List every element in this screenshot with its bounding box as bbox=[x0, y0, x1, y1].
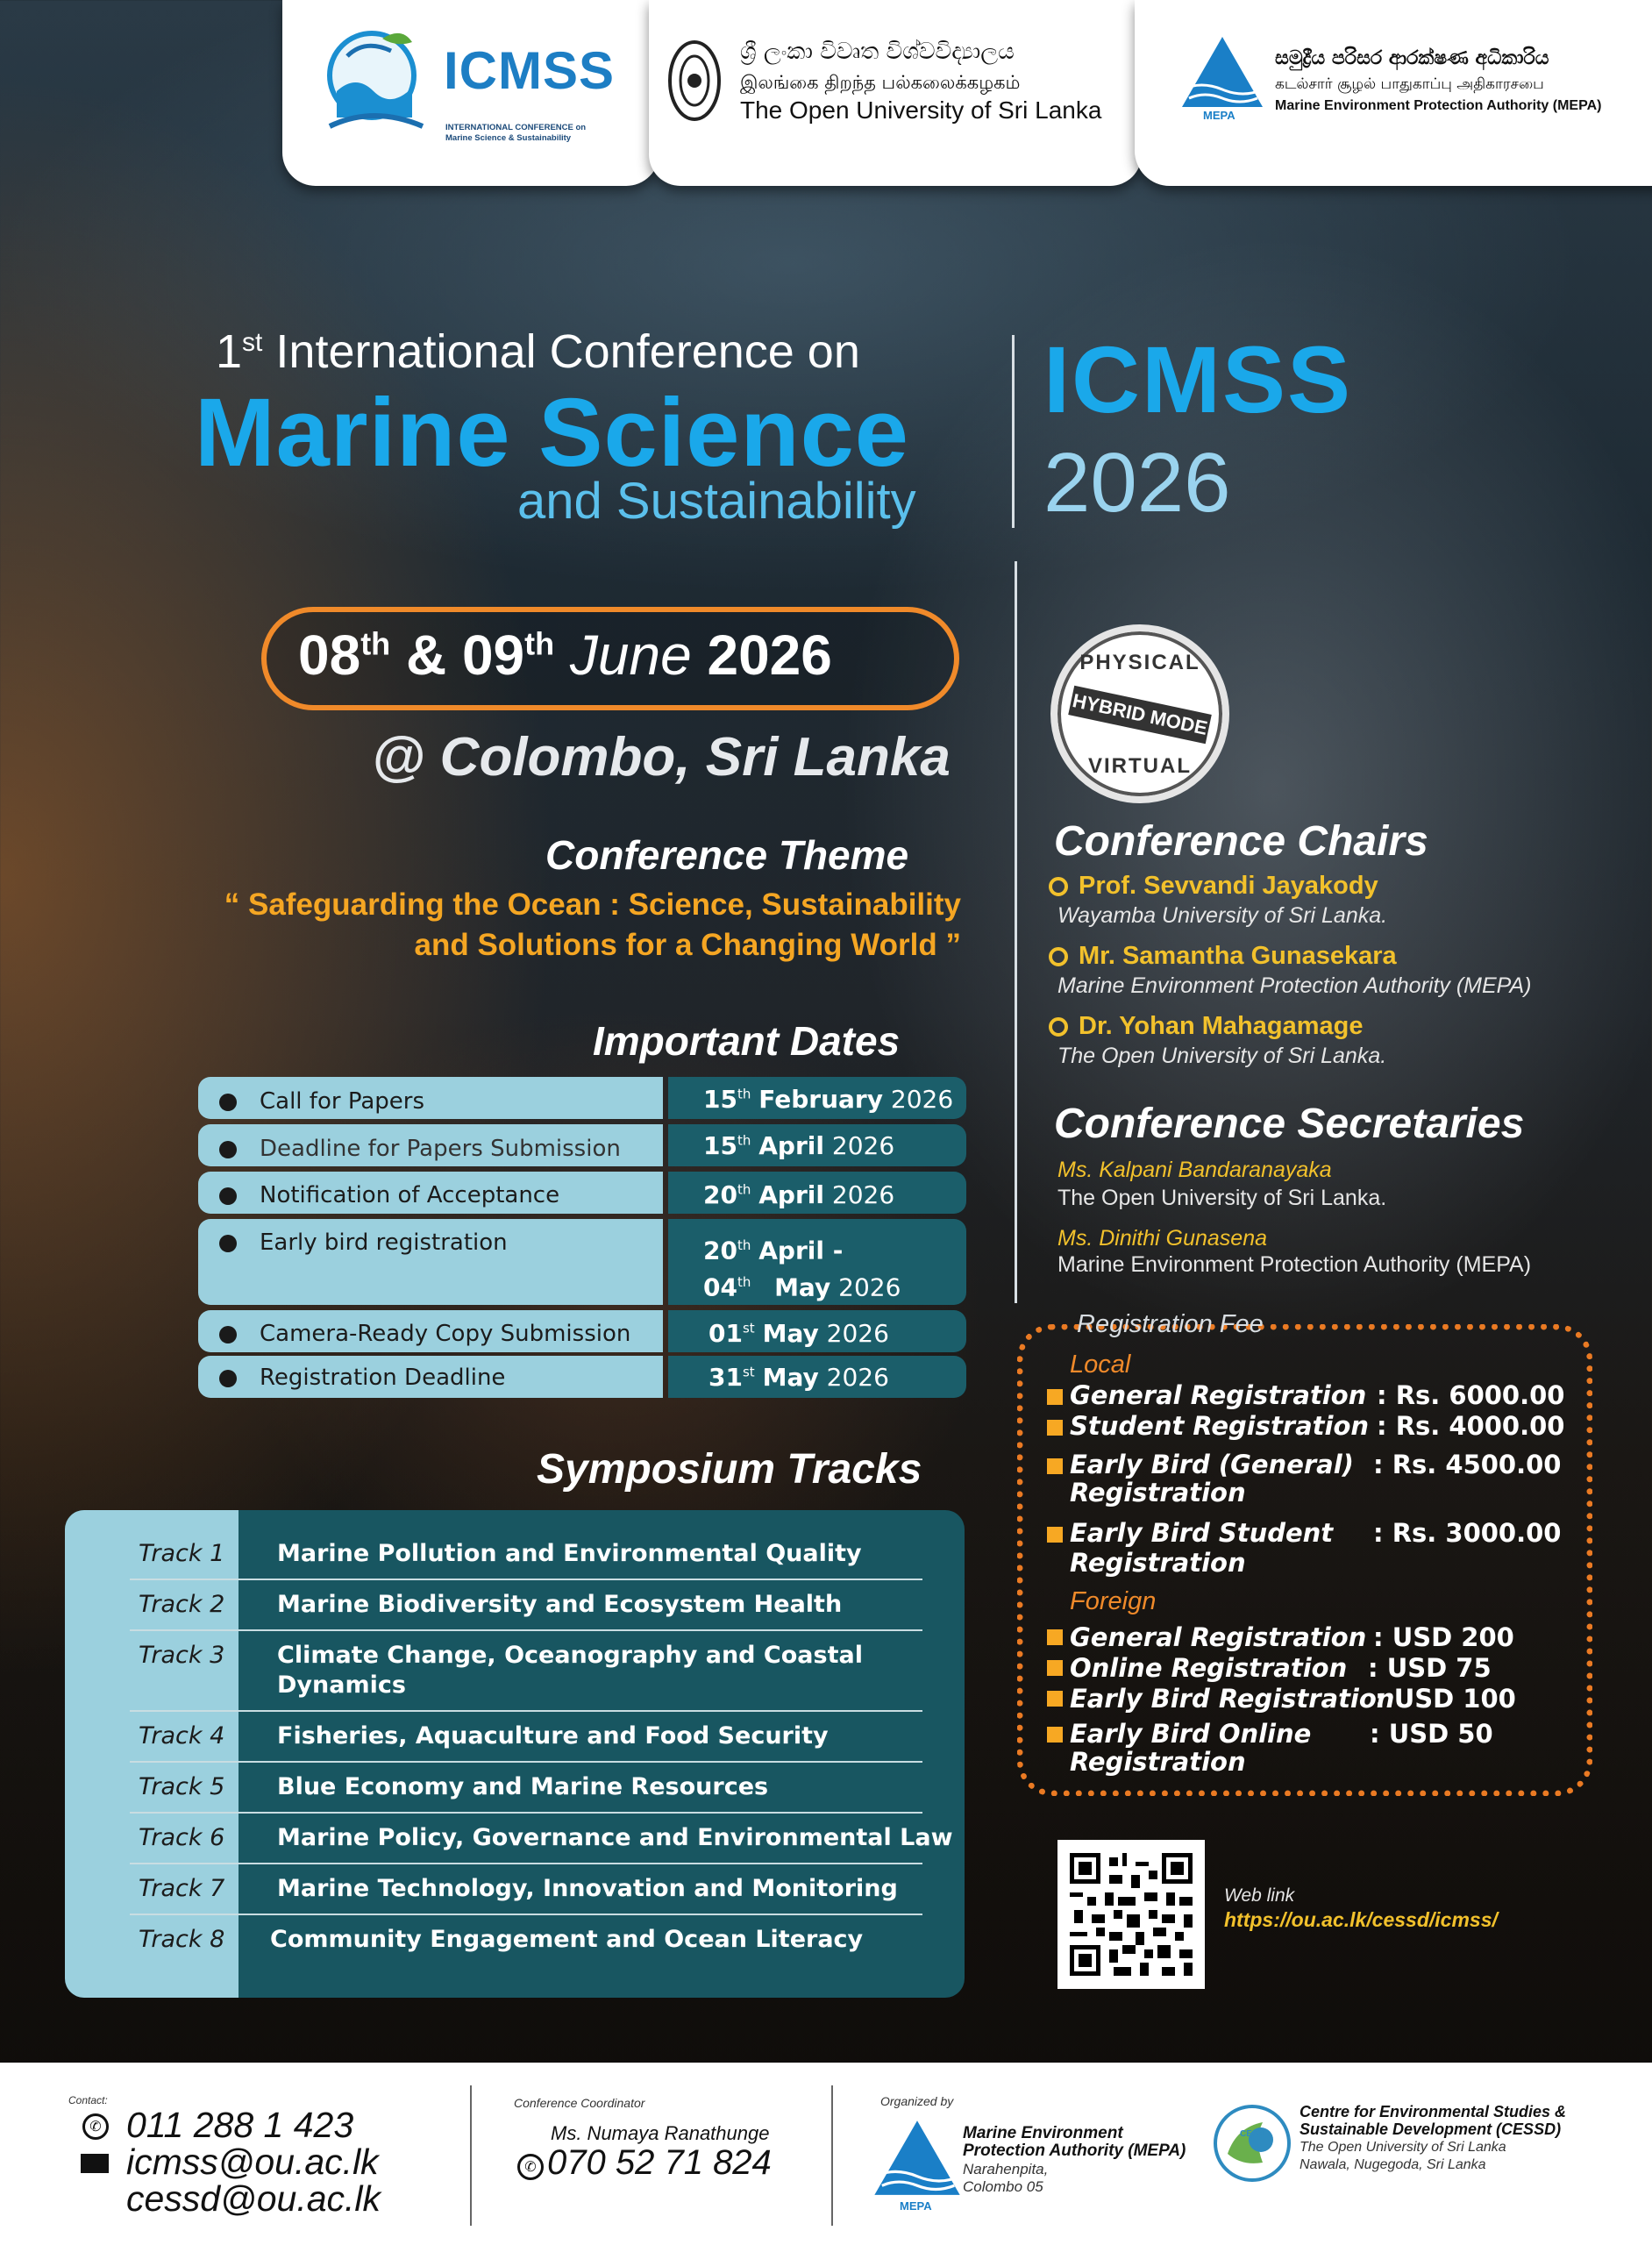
date-month-end: May bbox=[774, 1272, 831, 1302]
org1-line3: Narahenpita, bbox=[963, 2161, 1049, 2177]
track-number: Track 1 bbox=[139, 1540, 225, 1567]
mepa-badge-label: MEPA bbox=[1203, 109, 1235, 122]
date-month: May bbox=[762, 1319, 819, 1348]
date-year: 2026 bbox=[890, 1085, 954, 1114]
date-label: Deadline for Papers Submission bbox=[260, 1136, 621, 1162]
icmss-logo-name: ICMSS bbox=[444, 41, 616, 100]
track-number: Track 4 bbox=[139, 1722, 225, 1750]
date-day-suffix: th bbox=[737, 1086, 751, 1102]
date-day-end: 04 bbox=[703, 1272, 737, 1302]
icmss-logo-subtitle: INTERNATIONAL CONFERENCE on Marine Science & Sustainability bbox=[445, 123, 587, 143]
date-label: Early bird registration bbox=[260, 1229, 508, 1256]
event-day2-suffix: th bbox=[524, 625, 555, 662]
event-date-text bbox=[298, 623, 832, 688]
track-divider bbox=[130, 1761, 922, 1763]
org2-line1: Centre for Environmental Studies & bbox=[1300, 2103, 1567, 2120]
footer-divider bbox=[470, 2085, 472, 2226]
chair-name: Dr. Yohan Mahagamage bbox=[1079, 1012, 1364, 1040]
column-divider bbox=[1015, 561, 1017, 1303]
contact-email-2[interactable]: cessd@ou.ac.lk bbox=[126, 2178, 381, 2219]
weblink-label: Web link bbox=[1224, 1885, 1295, 1906]
date-day: 15 bbox=[703, 1085, 737, 1114]
date-year: 2026 bbox=[831, 1131, 895, 1160]
title-line1 bbox=[216, 324, 860, 379]
track-number: Track 7 bbox=[139, 1875, 225, 1902]
registration-fee-heading: Registration Fee bbox=[1077, 1310, 1264, 1338]
track-name: Blue Economy and Marine Resources bbox=[277, 1773, 769, 1800]
fee-name-continued: Registration bbox=[1070, 1548, 1246, 1578]
fee-bullet-icon bbox=[1047, 1527, 1063, 1543]
track-number: Track 5 bbox=[139, 1773, 225, 1800]
cessd-badge: CESSD bbox=[1240, 2129, 1271, 2139]
date-label: Notification of Acceptance bbox=[260, 1182, 560, 1208]
track-divider bbox=[130, 1710, 922, 1712]
contact-email-1[interactable]: icmss@ou.ac.lk bbox=[126, 2142, 379, 2182]
track-divider bbox=[130, 1863, 922, 1864]
coordinator-phone-icon: ✆ bbox=[517, 2154, 544, 2180]
fee-bullet-icon bbox=[1047, 1458, 1063, 1474]
icmss-logo-card bbox=[282, 0, 659, 186]
event-day2: 09 bbox=[461, 624, 525, 687]
university-name-tamil: இலங்கை திறந்த பல்கலைக்கழகம் bbox=[740, 72, 1021, 93]
date-month: May bbox=[762, 1363, 819, 1392]
date-day: 15 bbox=[703, 1131, 737, 1160]
stamp-physical: PHYSICAL bbox=[1079, 651, 1200, 674]
secretary-org: The Open University of Sri Lanka. bbox=[1057, 1186, 1387, 1210]
chair-name: Prof. Sevvandi Jayakody bbox=[1079, 872, 1378, 900]
fee-value: : Rs. 4000.00 bbox=[1377, 1411, 1565, 1441]
track-name-continued: Dynamics bbox=[277, 1671, 406, 1699]
theme-line1: “ Safeguarding the Ocean : Science, Sustainability bbox=[224, 887, 961, 922]
track-number: Track 2 bbox=[139, 1591, 225, 1618]
secretaries-heading: Conference Secretaries bbox=[1054, 1101, 1525, 1147]
fee-name: Student Registration bbox=[1070, 1411, 1370, 1441]
bullet-icon bbox=[219, 1326, 237, 1343]
fee-local-label: Local bbox=[1070, 1351, 1131, 1379]
fee-name: Early Bird Registration bbox=[1070, 1684, 1395, 1714]
phone-icon: ✆ bbox=[82, 2113, 109, 2140]
date-day-suffix: th bbox=[737, 1132, 751, 1149]
date-day-suffix: th bbox=[737, 1237, 751, 1253]
fee-name: Early Bird Online bbox=[1070, 1719, 1312, 1749]
qr-code[interactable] bbox=[1057, 1840, 1205, 1989]
org2-line4: Nawala, Nugegoda, Sri Lanka bbox=[1300, 2157, 1486, 2172]
organized-label: Organized by bbox=[880, 2094, 954, 2108]
date-day: 20 bbox=[703, 1236, 737, 1265]
date-month: April - bbox=[758, 1236, 844, 1265]
org1-line2: Protection Authority (MEPA) bbox=[963, 2142, 1186, 2160]
org1-line4: Colombo 05 bbox=[963, 2178, 1043, 2195]
tracks-heading: Symposium Tracks bbox=[537, 1446, 922, 1493]
track-name: Marine Pollution and Environmental Quality bbox=[277, 1540, 862, 1567]
open-university-crest-icon bbox=[666, 39, 723, 123]
track-name: Marine Technology, Innovation and Monitoring bbox=[277, 1875, 898, 1902]
hybrid-mode-stamp bbox=[1050, 624, 1229, 803]
fee-name: Early Bird (General) bbox=[1070, 1450, 1354, 1479]
fee-bullet-icon bbox=[1047, 1420, 1063, 1436]
tracks-panel bbox=[65, 1510, 965, 1998]
bullet-icon bbox=[219, 1141, 237, 1158]
org2-line2: Sustainable Development (CESSD) bbox=[1300, 2120, 1562, 2138]
chair-bullet-icon bbox=[1049, 877, 1068, 896]
fee-value: : Rs. 4500.00 bbox=[1373, 1450, 1562, 1479]
date-label: Call for Papers bbox=[260, 1088, 424, 1115]
track-divider bbox=[130, 1812, 922, 1814]
fee-bullet-icon bbox=[1047, 1691, 1063, 1707]
mepa-logo-card bbox=[1135, 0, 1652, 186]
mepa-name-sinhala: සමුද්‍රීය පරිසර ආරක්ෂණ අධිකාරිය bbox=[1275, 47, 1549, 69]
contact-phone[interactable]: 011 288 1 423 bbox=[126, 2105, 354, 2145]
bullet-icon bbox=[219, 1187, 237, 1205]
stamp-virtual: VIRTUAL bbox=[1088, 754, 1192, 778]
fee-value: : Rs. 3000.00 bbox=[1373, 1518, 1562, 1548]
fee-bullet-icon bbox=[1047, 1389, 1063, 1405]
title-ordinal-suffix: st bbox=[242, 328, 263, 357]
title-divider bbox=[1012, 335, 1015, 528]
university-name-english: The Open University of Sri Lanka bbox=[740, 96, 1102, 124]
title-line1-text: International Conference on bbox=[275, 325, 860, 378]
coordinator-phone[interactable]: 070 52 71 824 bbox=[547, 2143, 772, 2182]
date-day: 31 bbox=[709, 1363, 743, 1392]
chair-name: Mr. Samantha Gunasekara bbox=[1079, 942, 1397, 970]
org2-line3: The Open University of Sri Lanka bbox=[1300, 2140, 1506, 2155]
date-day-end-suffix: th bbox=[737, 1274, 751, 1291]
secretary-org: Marine Environment Protection Authority (MEPA) bbox=[1057, 1252, 1532, 1277]
fee-name-continued: Registration bbox=[1070, 1747, 1246, 1777]
bullet-icon bbox=[219, 1370, 237, 1387]
track-number: Track 6 bbox=[139, 1824, 225, 1851]
date-month: April bbox=[758, 1131, 824, 1160]
chair-bullet-icon bbox=[1049, 947, 1068, 966]
title-year: 2026 bbox=[1043, 436, 1231, 530]
mepa-name-english: Marine Environment Protection Authority (MEPA) bbox=[1275, 98, 1602, 113]
fee-value: : USD 100 bbox=[1375, 1684, 1516, 1714]
track-name: Community Engagement and Ocean Literacy bbox=[270, 1926, 864, 1953]
track-divider bbox=[130, 1629, 922, 1631]
title-line2: Marine Science bbox=[195, 379, 909, 487]
event-day1: 08 bbox=[298, 624, 361, 687]
track-divider bbox=[130, 1579, 922, 1580]
university-name-sinhala: ශ්‍රී ලංකා විවෘත විශ්වවිද්‍යාලය bbox=[740, 39, 1015, 65]
date-day-suffix: st bbox=[742, 1320, 755, 1336]
mepa-footer-badge: MEPA bbox=[900, 2199, 932, 2213]
date-day: 01 bbox=[709, 1319, 743, 1348]
theme-heading: Conference Theme bbox=[545, 832, 909, 878]
title-acronym: ICMSS bbox=[1043, 326, 1353, 432]
date-year-end: 2026 bbox=[838, 1272, 901, 1302]
university-logo-card bbox=[649, 0, 1142, 186]
fee-value: : USD 50 bbox=[1370, 1719, 1493, 1749]
event-year: 2026 bbox=[707, 624, 832, 687]
date-year: 2026 bbox=[826, 1363, 889, 1392]
event-day1-suffix: th bbox=[360, 625, 391, 662]
contact-label: Contact: bbox=[68, 2094, 108, 2106]
email-icon bbox=[81, 2154, 109, 2173]
qr-code-icon bbox=[1070, 1852, 1193, 1977]
track-number: Track 3 bbox=[139, 1642, 225, 1669]
track-name: Fisheries, Aquaculture and Food Security bbox=[277, 1722, 829, 1750]
coordinator-name: Ms. Numaya Ranathunge bbox=[551, 2122, 770, 2144]
fee-bullet-icon bbox=[1047, 1727, 1063, 1743]
title-ordinal-number: 1 bbox=[216, 325, 243, 378]
fee-bullet-icon bbox=[1047, 1660, 1063, 1676]
track-name: Marine Biodiversity and Ecosystem Health bbox=[277, 1591, 843, 1618]
track-divider bbox=[130, 1914, 922, 1915]
date-label: Camera-Ready Copy Submission bbox=[260, 1321, 631, 1347]
chairs-heading: Conference Chairs bbox=[1054, 818, 1428, 865]
fee-bullet-icon bbox=[1047, 1629, 1063, 1645]
fee-name-continued: Registration bbox=[1070, 1478, 1246, 1507]
icmss-globe-icon bbox=[321, 21, 426, 153]
fee-name: General Registration bbox=[1070, 1380, 1367, 1410]
date-year: 2026 bbox=[826, 1319, 889, 1348]
org1-line1: Marine Environment bbox=[963, 2124, 1123, 2142]
date-month: April bbox=[758, 1180, 824, 1209]
secretary-name: Ms. Dinithi Gunasena bbox=[1057, 1226, 1268, 1251]
event-location: @ Colombo, Sri Lanka bbox=[372, 727, 951, 788]
chair-org: Marine Environment Protection Authority (MEPA) bbox=[1057, 973, 1532, 998]
bullet-icon bbox=[219, 1235, 237, 1252]
secretary-name: Ms. Kalpani Bandaranayaka bbox=[1057, 1158, 1332, 1182]
fee-value: : Rs. 6000.00 bbox=[1377, 1380, 1565, 1410]
event-month: June bbox=[569, 624, 692, 687]
stamp-hybrid-mode: HYBRID MODE bbox=[1068, 686, 1212, 745]
fee-name: General Registration bbox=[1070, 1622, 1367, 1652]
footer-divider bbox=[831, 2085, 833, 2226]
date-year: 2026 bbox=[831, 1180, 895, 1209]
fee-name: Online Registration bbox=[1070, 1653, 1348, 1683]
tracks-number-column bbox=[65, 1510, 239, 1998]
track-number: Track 8 bbox=[139, 1926, 225, 1953]
chair-bullet-icon bbox=[1049, 1017, 1068, 1037]
event-ampersand: & bbox=[405, 624, 447, 687]
weblink-url[interactable]: https://ou.ac.lk/cessd/icmss/ bbox=[1224, 1908, 1498, 1931]
fee-name: Early Bird Student bbox=[1070, 1518, 1334, 1548]
theme-line2: and Solutions for a Changing World ” bbox=[414, 928, 961, 962]
chair-org: Wayamba University of Sri Lanka. bbox=[1057, 903, 1388, 928]
bullet-icon bbox=[219, 1094, 237, 1111]
coordinator-label: Conference Coordinator bbox=[514, 2096, 645, 2110]
fee-value: : USD 200 bbox=[1373, 1622, 1514, 1652]
date-day-suffix: st bbox=[742, 1364, 755, 1380]
fee-foreign-label: Foreign bbox=[1070, 1587, 1157, 1615]
track-name: Climate Change, Oceanography and Coastal bbox=[277, 1642, 863, 1669]
mepa-name-tamil: கடல்சார் சூழல் பாதுகாப்பு அதிகாரசபை bbox=[1275, 75, 1544, 93]
date-label: Registration Deadline bbox=[260, 1365, 506, 1391]
chair-org: The Open University of Sri Lanka. bbox=[1057, 1044, 1387, 1068]
cessd-logo-icon bbox=[1210, 2101, 1294, 2185]
date-day-suffix: th bbox=[737, 1181, 751, 1198]
track-name: Marine Policy, Governance and Environmental Law bbox=[277, 1824, 953, 1851]
date-month: February bbox=[758, 1085, 883, 1114]
title-line3: and Sustainability bbox=[517, 473, 916, 530]
date-day: 20 bbox=[703, 1180, 737, 1209]
fee-value: : USD 75 bbox=[1368, 1653, 1492, 1683]
important-dates-heading: Important Dates bbox=[593, 1018, 901, 1064]
